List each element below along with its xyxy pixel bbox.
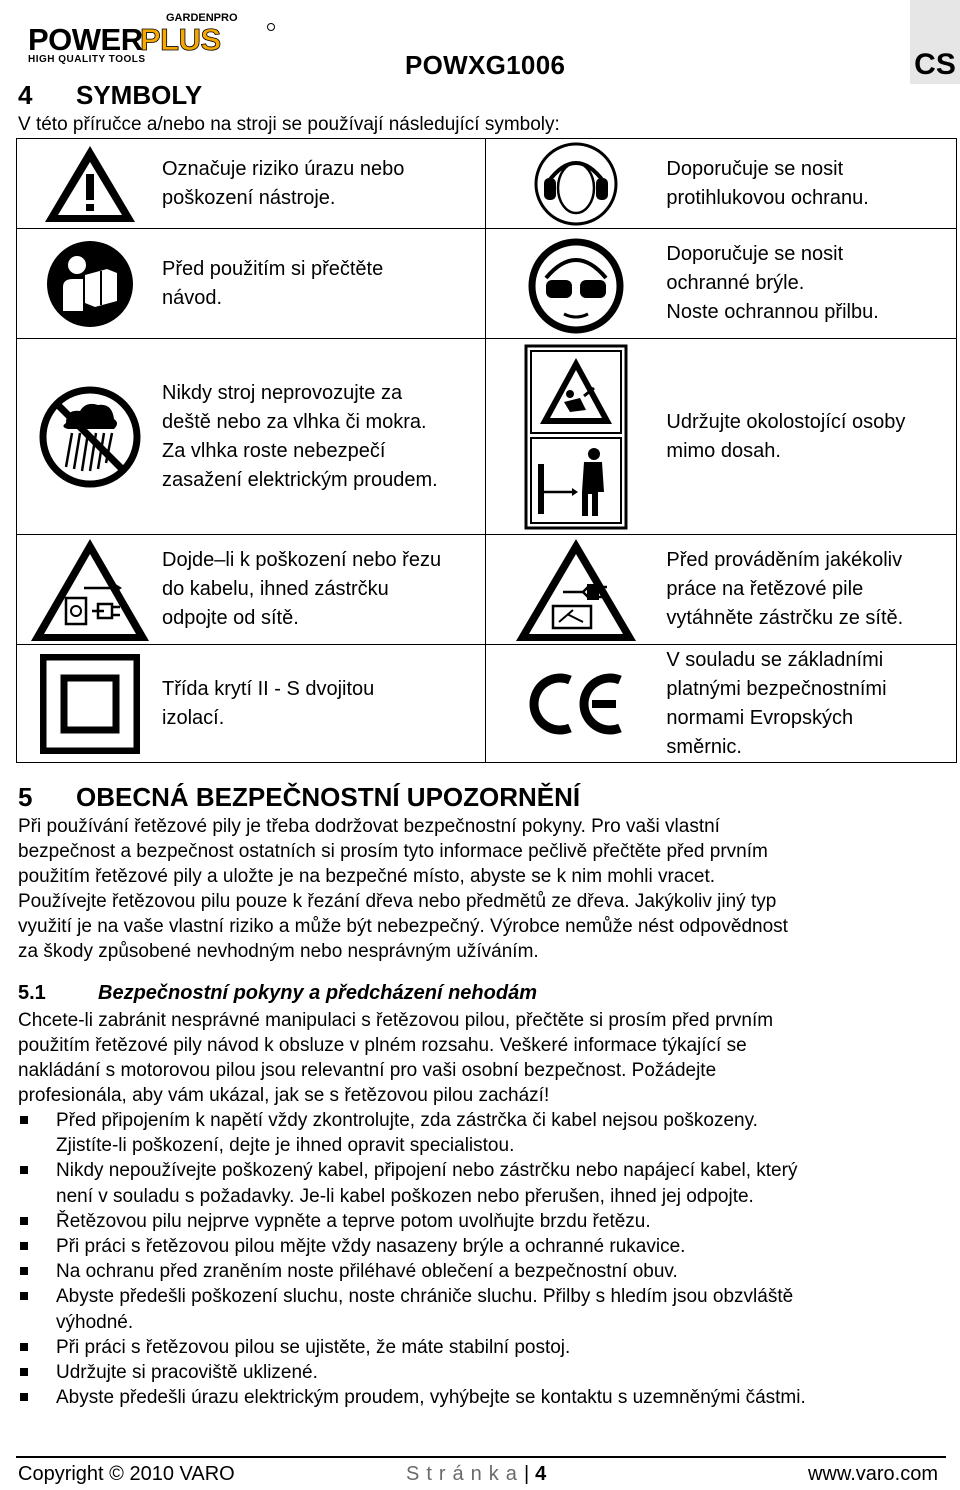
svg-text:POWER: POWER (28, 22, 143, 57)
list-item: Na ochranu před zraněním noste přiléhavé oblečení a bezpečnostní obuv. (18, 1259, 943, 1284)
section-title: OBECNÁ BEZPEČNOSTNÍ UPOZORNĚNÍ (76, 782, 581, 812)
page-footer (18, 1463, 938, 1489)
damaged-cable-unplug-icon (17, 536, 162, 644)
list-item: Udržujte si pracoviště uklizené. (18, 1360, 943, 1385)
list-item: Abyste předešli úrazu elektrickým proudem, vyhýbejte se kontaktu s uzemněnými částmi. (18, 1385, 943, 1410)
symbol-description: Před použitím si přečtěte návod. (162, 257, 384, 309)
symbols-intro: V této příručce a/nebo na stroji se používají následující symboly: (18, 114, 560, 135)
copyright: Copyright © 2010 VARO (18, 1463, 235, 1485)
symbol-cell (17, 142, 485, 226)
ce-mark-icon (486, 672, 666, 736)
symbol-description: Označuje riziko úrazu nebo poškození nástroje. (162, 157, 405, 209)
symbol-description: Nikdy stroj neprovozujte za deště nebo za vlhka či mokra. Za vlhka roste nebezpečí zasažení elektrickým proudem. (162, 381, 438, 491)
safety-glasses-icon (486, 234, 666, 334)
list-item: Abyste předešli poškození sluchu, noste chrániče sluchu. Přilby s hledím jsou obzvláště výhodné. (18, 1284, 943, 1334)
list-item: Při práci s řetězovou pilou mějte vždy nasazeny brýle a ochranné rukavice. (18, 1234, 943, 1259)
footer-divider (16, 1456, 946, 1458)
bullet-square-icon (20, 1217, 28, 1225)
bullet-square-icon (20, 1393, 28, 1401)
page-separator: | (523, 1463, 530, 1485)
list-item: Před připojením k napětí vždy zkontrolujte, zda zástrčka či kabel nejsou poškozeny. Zjistíte-li poškození, dejte je ihned opravit specialistou. (18, 1108, 943, 1158)
svg-text:PLUS: PLUS (140, 22, 221, 57)
section-number: 4 (18, 80, 33, 110)
powerplus-logo (28, 10, 278, 64)
warning-triangle-icon (17, 142, 162, 226)
read-manual-icon (17, 239, 162, 329)
symbol-cell (486, 536, 956, 644)
section-title: SYMBOLY (76, 80, 203, 110)
subsection-title: Bezpečnostní pokyny a předcházení nehodám (98, 982, 537, 1004)
subsection-number: 5.1 (18, 982, 46, 1004)
keep-bystanders-away-icon (486, 344, 666, 530)
symbol-cell (17, 239, 485, 329)
section-number: 5 (18, 782, 33, 812)
symbol-cell (486, 142, 956, 226)
unplug-before-maintenance-icon (486, 536, 666, 644)
symbol-description: Doporučuje se nosit ochranné brýle. Noste ochrannou přilbu. (666, 243, 879, 323)
safety-instructions-list (18, 1108, 943, 1410)
general-safety-paragraph: Při používání řetězové pily je třeba dodržovat bezpečnostní pokyny. Pro vaši vlastní bezpečnost a bezpečnost ostatních si prosím tyto informace pečlivě přečtěte před prvním použitím řetězové pily a uložte je na bezpečné místo, abyste se k nim mohli vracet. Používejte řetězovou pilu pouze k řezání dřeva nebo předmětů ze dřeva. Jakýkoliv jiný typ využití je na vaše vlastní riziko a může být nebezpečný. Výrobce nemůže nést odpovědnost za škody způsobené nevhodným nebo nesprávným užíváním. (18, 816, 788, 962)
subsection-5-1-heading (18, 982, 537, 1005)
symbol-cell (486, 344, 956, 530)
page-label: Stránka (406, 1463, 524, 1485)
list-item: Řetězovou pilu nejprve vypněte a teprve potom uvolňujte brzdu řetězu. (18, 1209, 943, 1234)
bullet-square-icon (20, 1267, 28, 1275)
symbol-description: Třída krytí II - S dvojitou izolací. (162, 677, 375, 729)
symbol-cell (486, 234, 956, 334)
page-header (0, 0, 960, 84)
symbol-description: V souladu se základními platnými bezpečnostními normami Evropských směrnic. (666, 648, 887, 758)
ear-protection-icon (486, 142, 666, 226)
no-rain-icon (17, 383, 162, 491)
website-link[interactable]: www.varo.com (807, 1463, 938, 1485)
page-indicator (406, 1463, 546, 1486)
symbol-description: Udržujte okolostojící osoby mimo dosah. (666, 410, 906, 462)
symbol-description: Dojde–li k poškození nebo řezu do kabelu, ihned zástrčku odpojte od sítě. (162, 549, 442, 629)
symbol-cell (17, 379, 485, 495)
symbol-cell (17, 654, 485, 754)
accident-prevention-paragraph: Chcete-li zabránit nesprávné manipulaci s řetězovou pilou, přečtěte si prosím před prvním použitím řetězové pily návod k obsluze v plném rozsahu. Veškeré informace týkající se nakládání s motorovou pilou jsou relevantní pro vaši osobní bezpečnost. Požádejte profesionála, aby vám ukázal, jak se s řetězovou pilou zachází! (18, 1010, 774, 1106)
symbol-description: Před prováděním jakékoliv práce na řetězové pile vytáhněte zástrčku ze sítě. (666, 549, 904, 629)
page-number: 4 (535, 1463, 547, 1485)
svg-text:HIGH QUALITY TOOLS: HIGH QUALITY TOOLS (28, 54, 146, 64)
bullet-square-icon (20, 1166, 28, 1174)
symbol-cell (486, 646, 956, 762)
bullet-square-icon (20, 1368, 28, 1376)
bullet-square-icon (20, 1292, 28, 1300)
section-4-heading (18, 80, 202, 111)
list-item: Při práci s řetězovou pilou se ujistěte, že máte stabilní postoj. (18, 1335, 943, 1360)
symbol-cell (17, 536, 485, 644)
double-insulation-icon (17, 654, 162, 754)
symbol-description: Doporučuje se nosit protihlukovou ochranu. (666, 157, 869, 209)
symbols-table (16, 138, 957, 763)
list-item: Nikdy nepoužívejte poškozený kabel, připojení nebo zástrčku nebo napájecí kabel, který není v souladu s požadavky. Je-li kabel poškozen nebo přerušen, ihned jej odpojte. (18, 1158, 943, 1208)
bullet-square-icon (20, 1242, 28, 1250)
bullet-square-icon (20, 1343, 28, 1351)
section-5-heading (18, 782, 580, 813)
model-number: POWXG1006 (405, 50, 566, 80)
svg-text:GARDENPRO: GARDENPRO (166, 12, 238, 24)
bullet-square-icon (20, 1116, 28, 1124)
language-tab: CS (910, 0, 960, 84)
